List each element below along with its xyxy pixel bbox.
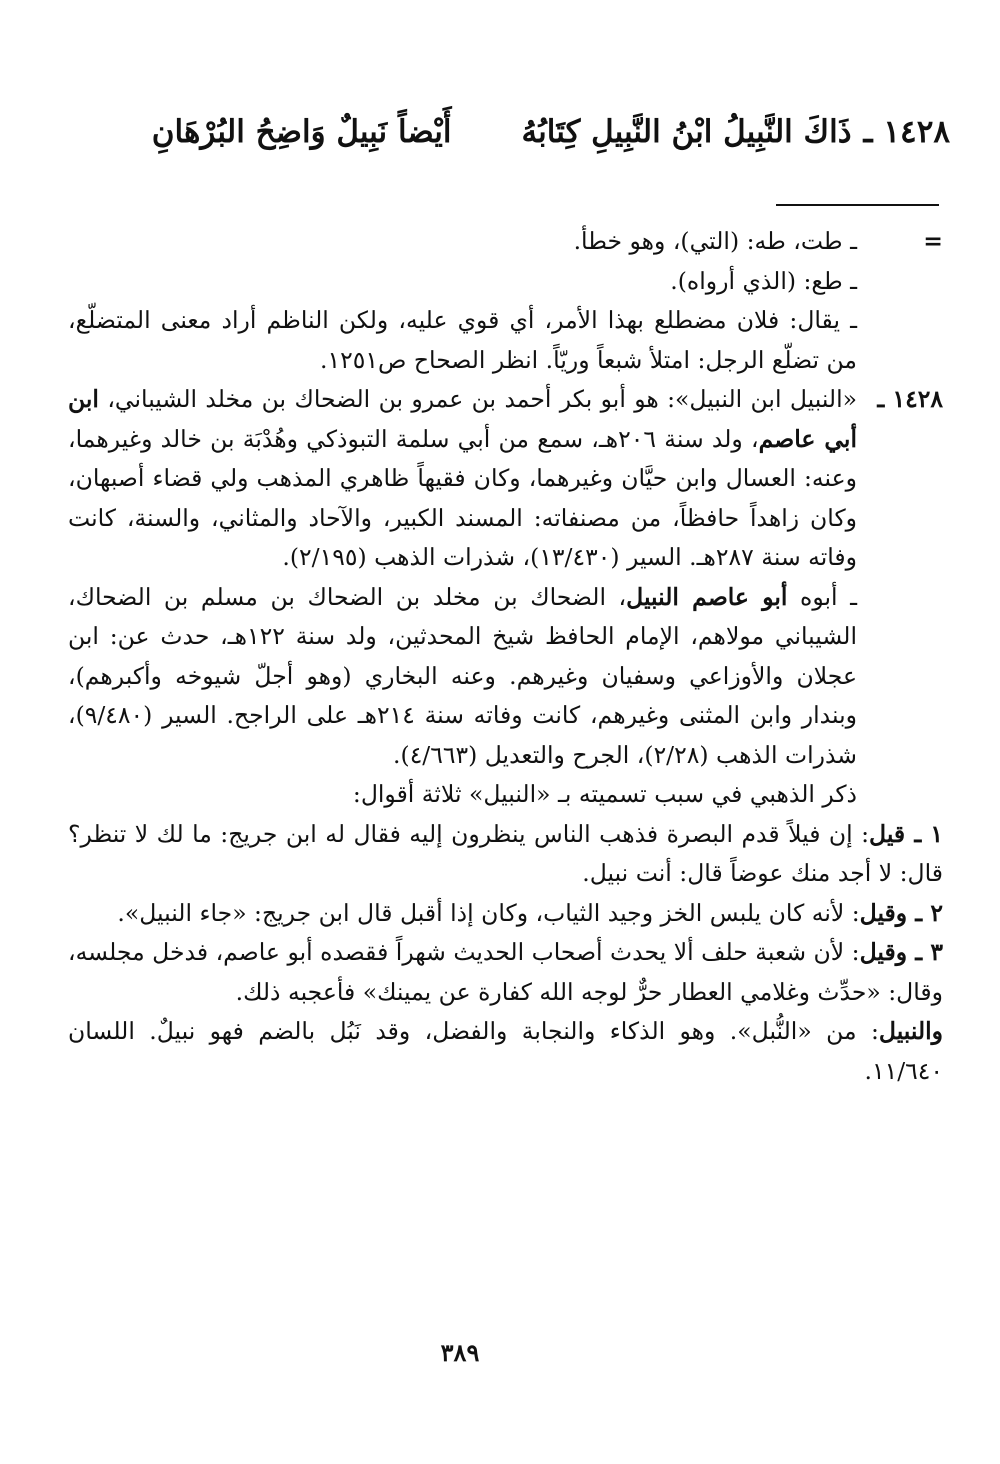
verse-line xyxy=(60,102,950,162)
reason-2-text: : لأنه كان يلبس الخز وجيد الثياب، وكان إذا أقبل قال ابن جريج: «جاء النبيل». xyxy=(117,898,860,927)
reason-1-label: ١ ـ قيل xyxy=(869,819,944,848)
page-number: ٣٨٩ xyxy=(440,1338,480,1367)
dhahabi-intro: ذكر الذهبي في سبب تسميته بـ «النبيل» ثلاثة أقوال: xyxy=(352,780,857,808)
reason-3 xyxy=(68,933,943,1012)
reason-2 xyxy=(68,894,943,934)
verse-number: ١٤٢٨ ـ xyxy=(863,114,950,150)
variant-note-2: ـ طع: (الذي أرواه). xyxy=(670,266,857,295)
variant-note-1: ـ طت، طه: (التي)، وهو خطأ. xyxy=(573,227,857,255)
verse-hemistich-1: ذَاكَ النَّبِيلُ ابْنُ النَّبِيلِ كِتَابُهُ xyxy=(521,114,852,150)
reason-1 xyxy=(68,815,943,894)
nabil-text: : من «النُّبل». وهو الذكاء والنجابة والفضل، وقد نَبُل بالضم فهو نبيلٌ. اللسان ١١/٦٤٠. xyxy=(68,1017,943,1085)
reason-1-text: : إن فيلاً قدم البصرة فذهب الناس ينظرون إليه فقال له ابن جريج: ما لك لا تنظر؟ قال: لا أجد منك عوضاً قال: أنت نبيل. xyxy=(68,819,943,887)
footnote-separator xyxy=(776,204,939,206)
father-bold-name: أبو عاصم النبيل xyxy=(626,582,788,611)
reason-3-label: ٣ ـ وقيل xyxy=(859,938,943,966)
variant-note-3: ـ يقال: فلان مضطلع بهذا الأمر، أي قوي عليه، ولكن الناظم أراد معنى المتضلّع، من تضلّع الرجل: امتلأ شبعاً وريّاً. انظر الصحاح ص١٢٥١. xyxy=(68,306,857,374)
father-prefix: ـ أبوه xyxy=(800,582,858,611)
naming-reasons xyxy=(68,815,943,1092)
reason-3-text: : لأن شعبة حلف ألا يحدث أصحاب الحديث شهراً فقصده أبو عاصم، فدخل مجلسه، وقال: «حدِّث وغلامي العطار حرٌّ لوجه الله كفارة عن يمينك» فأعجبه ذلك. xyxy=(68,938,943,1006)
verse-hemistich-2: أَيْضاً نَبِيلٌ وَاضِحُ البُرْهَانِ xyxy=(151,114,452,150)
nabil-label: والنبيل xyxy=(878,1017,943,1045)
continuation-mark: = xyxy=(923,227,943,255)
footnote-entry-1428 xyxy=(68,380,943,815)
entry-paragraph xyxy=(68,380,857,578)
footnote-variants xyxy=(68,222,943,380)
entry-bold-name: ابن أبي عاصم xyxy=(68,385,857,453)
father-rest: ، الضحاك بن مخلد بن الضحاك بن مسلم بن الضحاك، الشيباني مولاهم، الإمام الحافظ شيخ المحدثين، ولد سنة ١٢٢هـ، حدث عن: ابن عجلان والأوزاعي وسفيان وغيرهم. وعنه البخاري (وهو أجلّ شيوخه وأكبرهم)، وبندار وابن المثنى وغيرهم، كانت وفاته سنة ٢١٤هـ على الراجح. السير (٩/٤٨٠)، شذرات الذهب (٢/٢٨)، الجرح والتعديل (٤/٦٦٣). xyxy=(68,582,857,769)
nabil-definition xyxy=(68,1012,943,1091)
entry-number: ١٤٢٨ ـ xyxy=(877,385,943,413)
father-paragraph xyxy=(68,578,857,776)
footnotes xyxy=(68,222,943,1091)
reason-2-label: ٢ ـ وقيل xyxy=(859,898,943,927)
entry-open: «النبيل ابن النبيل»: هو أبو بكر أحمد بن عمرو بن الضحاك بن مخلد الشيباني، xyxy=(107,385,857,413)
entry-rest: ، ولد سنة ٢٠٦هـ، سمع من أبي سلمة التبوذكي وهُدْبَة بن خالد وغيرهما، وعنه: العسال وابن حيَّان وغيرهما، وكان فقيهاً ظاهري المذهب ولي قضاء أصبهان، وكان زاهداً حافظاً، من مصنفاته: المسند الكبير، والآحاد والمثاني، والسنة، كانت وفاته سنة ٢٨٧هـ. السير (١٣/٤٣٠)، شذرات الذهب (٢/١٩٥). xyxy=(68,424,857,571)
